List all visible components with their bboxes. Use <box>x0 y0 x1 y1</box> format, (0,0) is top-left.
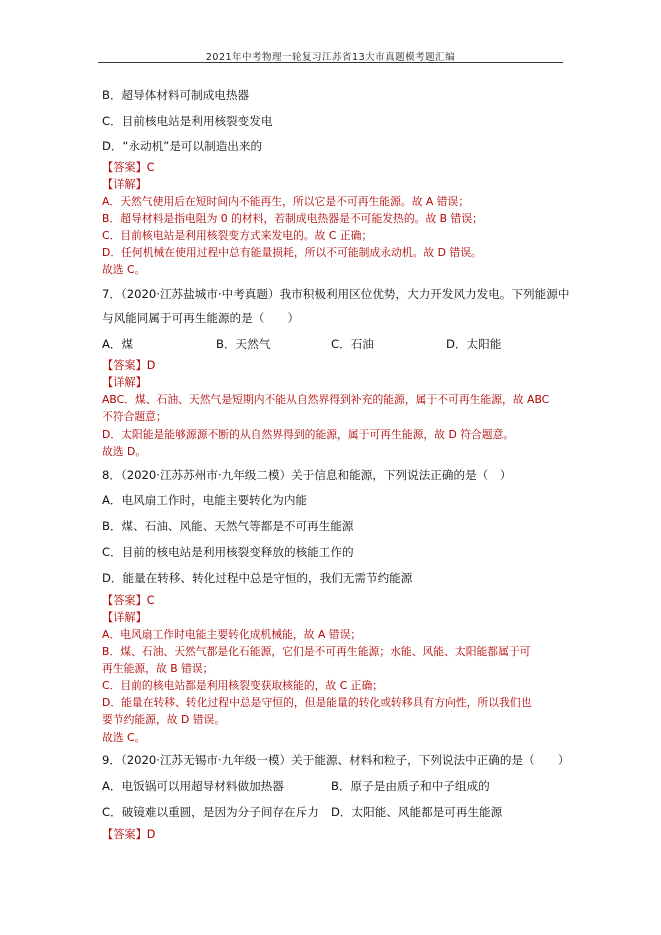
q8-option-a: A．电风扇工作时，电能主要转化为内能 <box>102 493 308 507</box>
q7-detail-line: 不符合题意； <box>102 410 167 423</box>
q6-detail-tag: 【详解】 <box>102 178 147 191</box>
q7-answer: 【答案】D <box>102 359 156 372</box>
q8-detail-line: B．煤、石油、天然气都是化石能源，它们是不可再生能源；水能、风能、太阳能都属于可 <box>102 645 531 658</box>
q8-detail-line: C．目前的核电站都是利用核裂变获取核能的，故 C 正确； <box>102 679 384 692</box>
q6-option-c: C．目前核电站是利用核裂变发电 <box>102 114 273 128</box>
q9-option-b: B．原子是由质子和中子组成的 <box>331 779 490 793</box>
q6-detail-line: D．任何机械在使用过程中总有能量损耗，所以不可能制成永动机。故 D 错误。 <box>102 246 482 259</box>
q8-detail-line: A．电风扇工作时电能主要转化成机械能，故 A 错误； <box>102 628 362 641</box>
q8-detail-line: 再生能源，故 B 错误； <box>102 662 214 675</box>
q6-answer: 【答案】C <box>102 161 155 174</box>
q7-option-a: A．煤 <box>102 337 134 351</box>
page-header: 2021年中考物理一轮复习江苏省13大市真题模考题汇编 <box>205 52 456 63</box>
q7-option-c: C．石油 <box>331 337 374 351</box>
q8-detail-line: D．能量在转移、转化过程中总是守恒的，但是能量的转化或转移具有方向性，所以我们也 <box>102 696 532 709</box>
q7-option-d: D．太阳能 <box>446 337 502 351</box>
q6-detail-line: A．天然气使用后在短时间内不能再生，所以它是不可再生能源。故 A 错误； <box>102 195 470 208</box>
q7-detail-line: ABC．煤、石油、天然气是短期内不能从自然界得到补充的能源，属于不可再生能源，故 ABC <box>102 393 550 406</box>
q7-detail-line: 故选 D。 <box>102 445 147 458</box>
q9-option-c: C．破镜难以重圆，是因为分子间存在斥力 <box>102 805 319 819</box>
q6-detail-line: B．超导材料是指电阻为 0 的材料，若制成电热器是不可能发热的。故 B 错误； <box>102 212 483 225</box>
q8-detail-line: 故选 C。 <box>102 731 146 744</box>
q7-detail-line: D．太阳能是能够源源不断的从自然界得到的能源，属于可再生能源，故 D 符合题意。 <box>102 428 515 441</box>
q8-option-b: B．煤、石油、风能、天然气等都是不可再生能源 <box>102 519 354 533</box>
q7-stem: 7．（2020·江苏盐城市·中考真题）我市积极利用区位优势，大力开发风力发电。下列能源中 <box>102 287 570 301</box>
q9-answer: 【答案】D <box>102 828 156 841</box>
q7-stem-cont: 与风能同属于可再生能源的是（ ） <box>102 311 300 325</box>
header-rule <box>98 62 563 63</box>
q6-option-d: D．“永动机”是可以制造出来的 <box>102 139 263 153</box>
q6-detail-line: C．目前核电站是利用核裂变方式来发电的。故 C 正确； <box>102 229 373 242</box>
q8-detail-tag: 【详解】 <box>102 611 147 624</box>
q9-option-a: A．电饭锅可以用超导材料做加热器 <box>102 779 284 793</box>
q8-detail-line: 要节约能源，故 D 错误。 <box>102 713 226 726</box>
q6-detail-line: 故选 C。 <box>102 263 146 276</box>
q8-answer: 【答案】C <box>102 594 155 607</box>
q7-option-b: B．天然气 <box>216 337 271 351</box>
q7-detail-tag: 【详解】 <box>102 376 147 389</box>
q6-option-b: B．超导体材料可制成电热器 <box>102 88 250 102</box>
q8-option-d: D．能量在转移、转化过程中总是守恒的，我们无需节约能源 <box>102 571 413 585</box>
q9-option-d: D．太阳能、风能都是可再生能源 <box>331 805 503 819</box>
q8-stem: 8．（2020·江苏苏州市·九年级二模）关于信息和能源，下列说法正确的是（ ） <box>102 468 512 482</box>
q9-stem: 9．（2020·江苏无锡市·九年级一模）关于能源、材料和粒子，下列说法中正确的是（ ） <box>102 753 570 767</box>
q8-option-c: C．目前的核电站是利用核裂变释放的核能工作的 <box>102 545 354 559</box>
